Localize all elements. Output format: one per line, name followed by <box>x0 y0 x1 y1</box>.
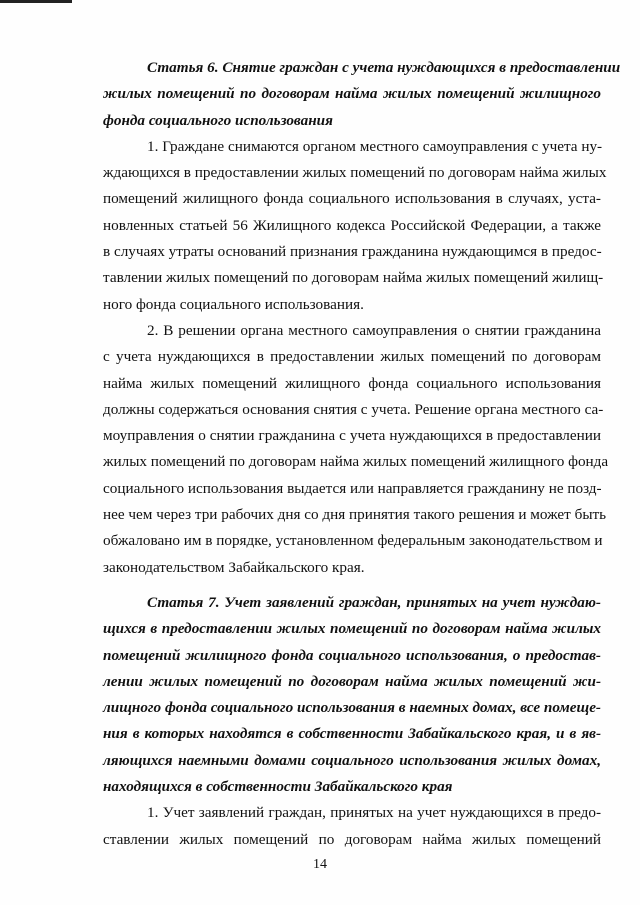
text-line: 1. Учет заявлений граждан, принятых на учет нуждающихся в предо- <box>147 804 601 822</box>
title-line: щихся в предоставлении жилых помещений по договорам найма жилых <box>103 620 601 638</box>
title-line: Статья 7. Учет заявлений граждан, принятых на учет нуждаю- <box>147 593 601 611</box>
document-page <box>103 55 621 853</box>
text-line: помещений жилищного фонда социального использования в случаях, уста- <box>103 190 601 208</box>
text-line: жилых помещений по договорам найма жилых помещений жилищного фонда <box>103 453 609 471</box>
page-number: 14 <box>313 857 327 872</box>
text-line: должны содержаться основания снятия с учета. Решение органа местного са- <box>103 400 604 418</box>
section-spacer <box>103 581 601 590</box>
text-line: законодательством Забайкальского края. <box>103 558 365 576</box>
title-line: фонда социального использования <box>103 111 333 129</box>
text-line: в случаях утраты оснований признания гражданина нуждающимся в предос- <box>103 243 602 261</box>
title-line: лении жилых помещений по договорам найма жилых помещений жи- <box>103 672 601 690</box>
article-6-paragraph-1 <box>103 134 607 318</box>
article-7-title <box>103 590 601 800</box>
text-line: обжаловано им в порядке, установленном федеральным законодательством и <box>103 532 603 550</box>
text-line: ждающихся в предоставлении жилых помещений по договорам найма жилых <box>103 164 607 182</box>
text-line: ставлении жилых помещений по договорам найма жилых помещений <box>103 830 601 848</box>
title-line: ния в которых находятся в собственности Забайкальского края, и в яв- <box>103 725 601 743</box>
title-line: лищного фонда социального использования в наемных домах, все помеще- <box>103 699 601 717</box>
text-line: тавлении жилых помещений по договорам найма жилых помещений жилищ- <box>103 269 604 287</box>
text-line: с учета нуждающихся в предоставлении жилых помещений по договорам <box>103 348 601 366</box>
text-line: нее чем через три рабочих дня со дня принятия такого решения и может быть <box>103 506 607 524</box>
text-line: социального использования выдается или направляется гражданину не позд- <box>103 479 602 497</box>
title-line: помещений жилищного фонда социального использования, о предостав- <box>103 646 601 664</box>
text-line: новленных статьей 56 Жилищного кодекса Российской Федерации, а также <box>103 216 601 234</box>
scan-edge-mark <box>0 0 72 3</box>
title-line: Статья 6. Снятие граждан с учета нуждающихся в предоставлении <box>147 59 621 76</box>
text-line: 1. Граждане снимаются органом местного самоуправления с учета ну- <box>147 137 603 155</box>
text-line: моуправления о снятии гражданина с учета нуждающихся в предоставлении <box>103 427 601 445</box>
article-6-paragraph-2 <box>103 318 609 581</box>
text-line: 2. В решении органа местного самоуправления о снятии гражданина <box>147 321 601 339</box>
title-line: находящихся в собственности Забайкальского края <box>103 778 453 796</box>
text-line: ного фонда социального использования. <box>103 295 364 313</box>
title-line: жилых помещений по договорам найма жилых помещений жилищного <box>103 85 601 103</box>
article-6-title <box>103 55 621 134</box>
text-line: найма жилых помещений жилищного фонда социального использования <box>103 374 601 392</box>
title-line: ляющихся наемными домами социального использования жилых домах, <box>103 751 601 769</box>
article-7-paragraph-1 <box>103 800 601 853</box>
